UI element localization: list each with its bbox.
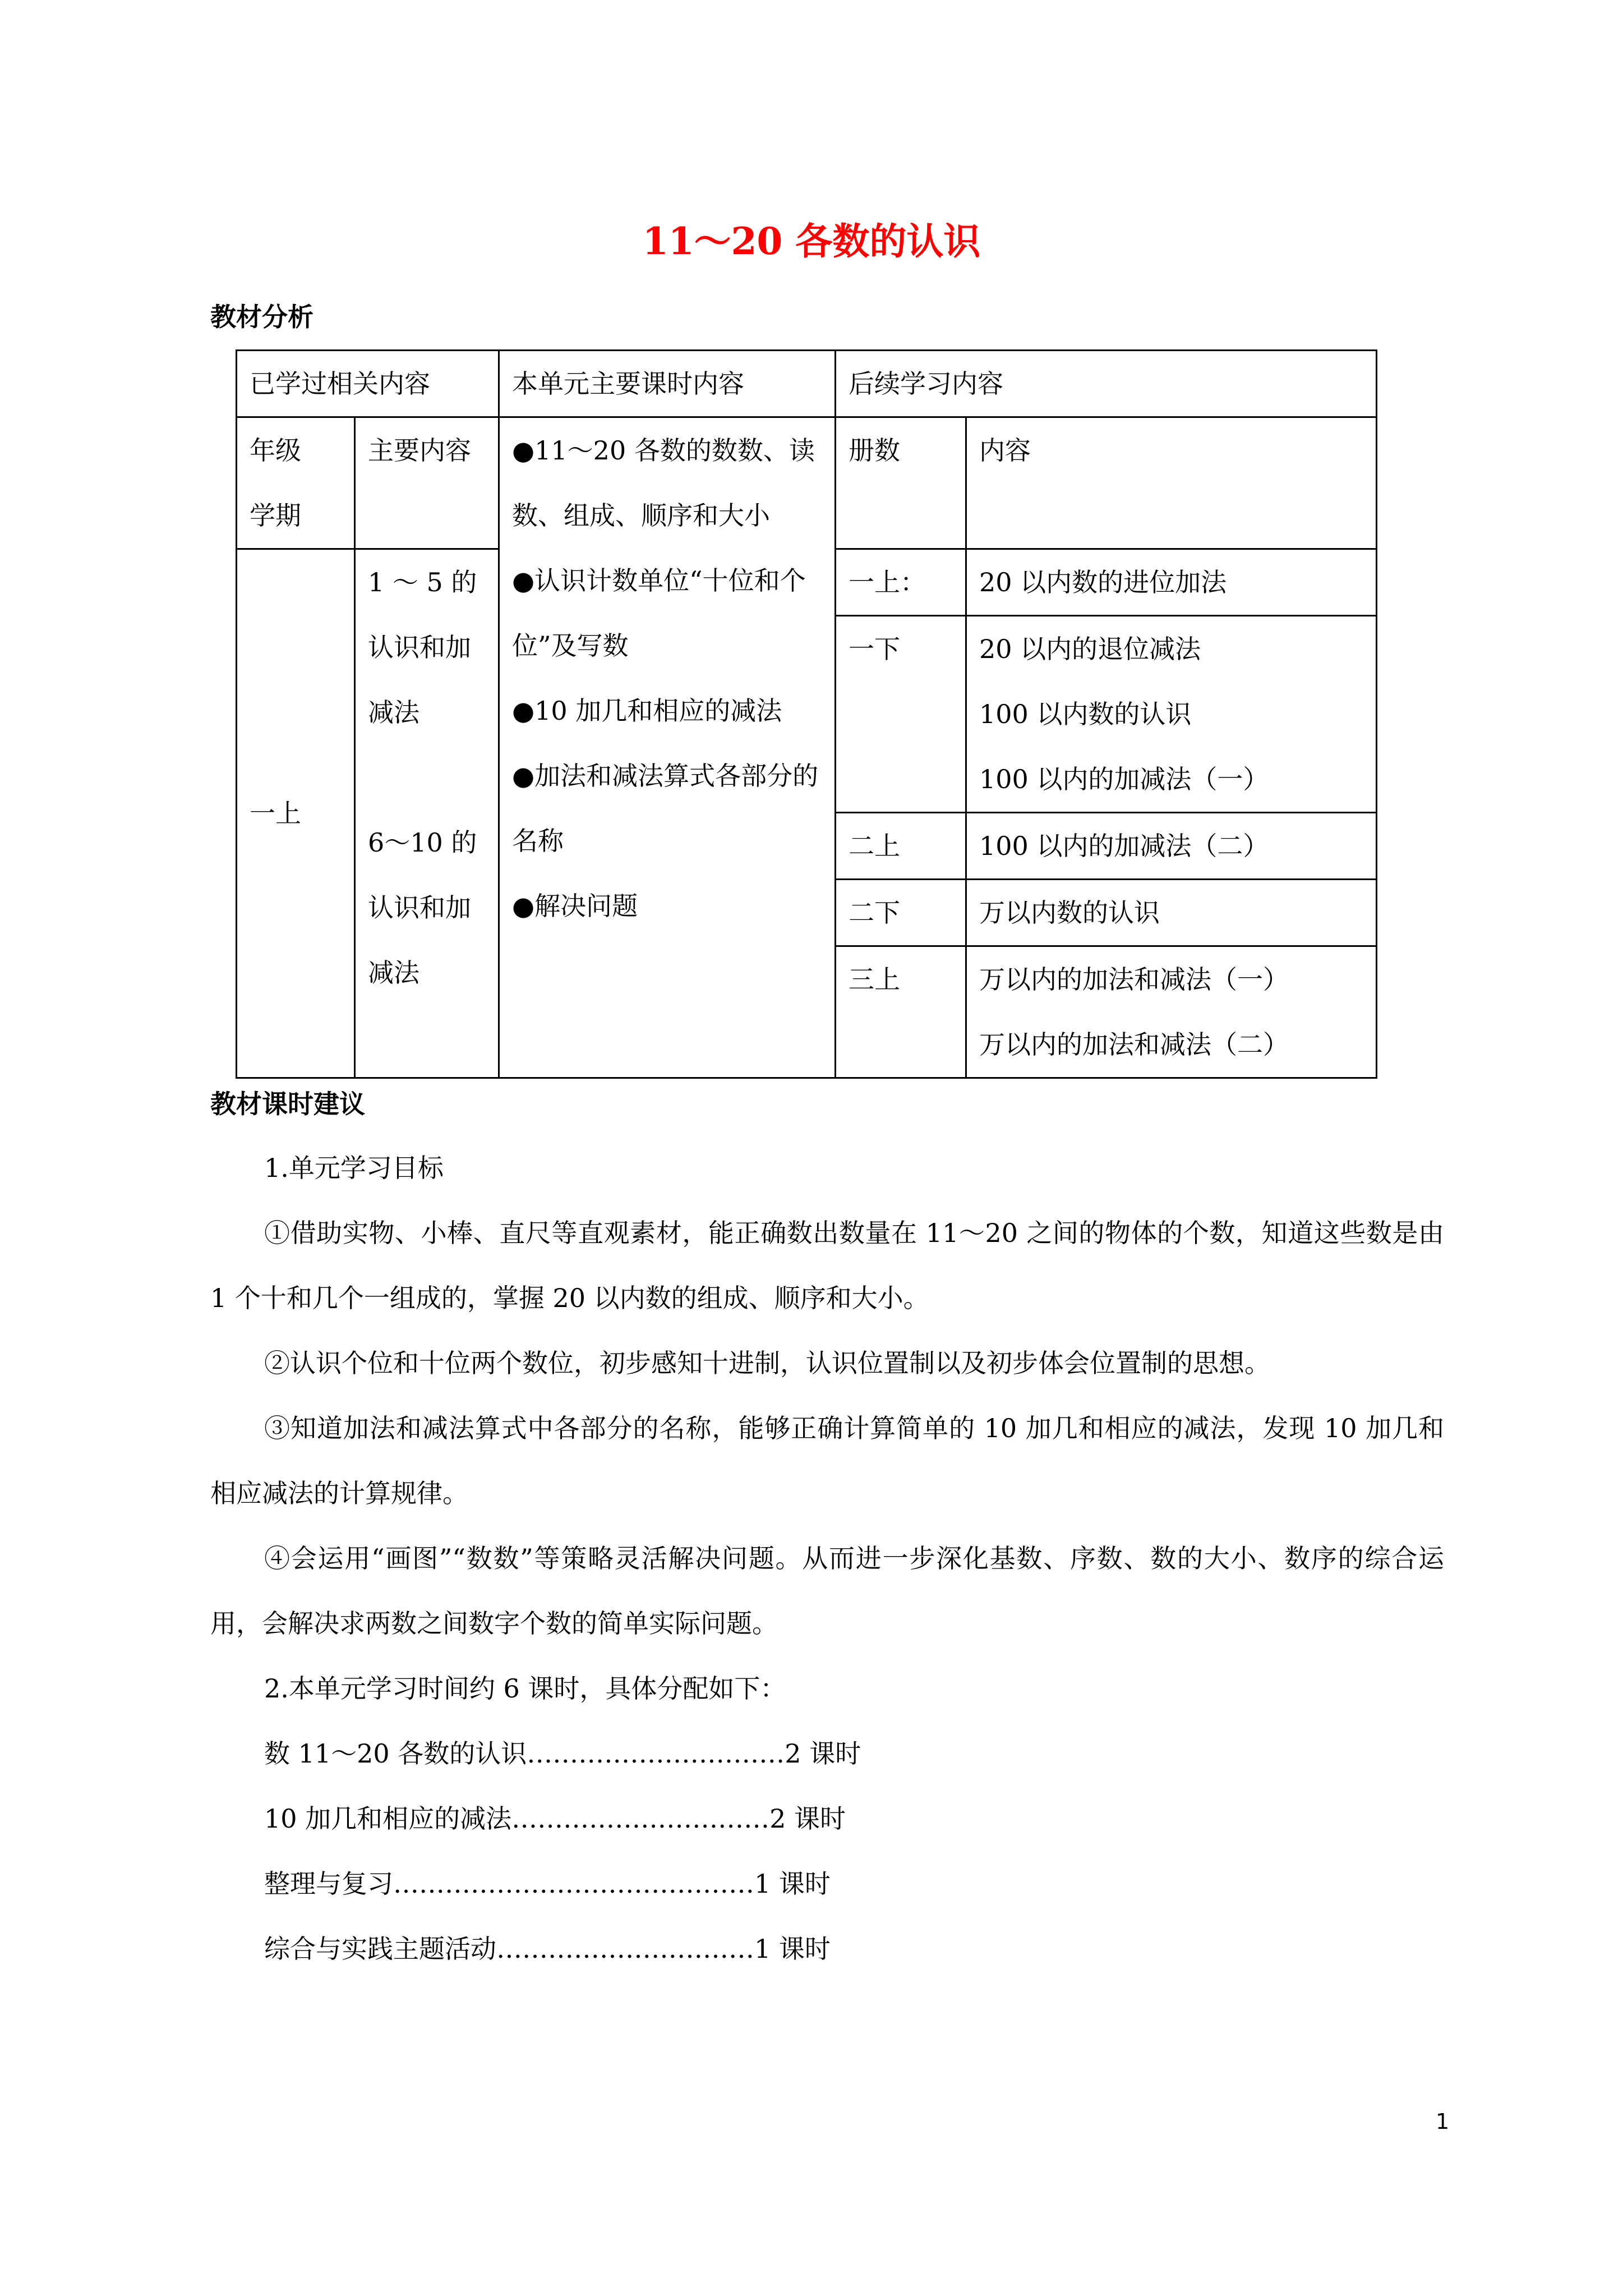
analysis-table	[236, 349, 1377, 1079]
followup-content	[966, 616, 1377, 813]
followup-line: 万以内数的认识	[979, 898, 1160, 928]
table-header-row	[237, 351, 1377, 417]
schedule-row: 10 加几和相应的减法…………………………2 课时	[264, 1803, 846, 1834]
col-content: 内容	[966, 417, 1377, 549]
schedule-row: 综合与实践主题活动…………………………1 课时	[264, 1934, 831, 1964]
goal-title: 1.单元学习目标	[264, 1153, 444, 1183]
learned-line: 减法	[368, 958, 419, 988]
unit-item: ●10 加几和相应的减法	[512, 696, 782, 726]
followup-content	[966, 946, 1377, 1078]
goal-paragraph: ④会运用“画图”“数数”等策略灵活解决问题。从而进一步深化基数、序数、数的大小、数序的综合运用，会解决求两数之间数字个数的简单实际问题。	[210, 1543, 1444, 1639]
followup-volume: 一下	[836, 616, 966, 813]
unit-item: ●解决问题	[512, 891, 638, 921]
col-volume: 册数	[836, 417, 966, 549]
col-grade-line: 学期	[250, 500, 301, 531]
learned-line: 认识和加	[368, 632, 471, 662]
header-followup: 后续学习内容	[836, 351, 1377, 417]
followup-line: 万以内的加法和减法（二）	[979, 1029, 1289, 1060]
schedule-row: 数 11～20 各数的认识…………………………2 课时	[264, 1738, 861, 1769]
learned-line: 6～10 的	[368, 827, 477, 858]
header-learned: 已学过相关内容	[237, 351, 499, 417]
header-unit: 本单元主要课时内容	[499, 351, 836, 417]
suggestion-heading: 教材课时建议	[210, 1089, 365, 1119]
learned-line: 认识和加	[368, 892, 471, 923]
col-grade	[237, 417, 355, 549]
followup-volume: 一上：	[836, 549, 966, 616]
unit-item: ●11～20 各数的数数、读数、组成、顺序和大小	[512, 435, 815, 531]
col-main-content: 主要内容	[355, 417, 499, 549]
table-subheader-row	[237, 417, 1377, 549]
followup-content	[966, 880, 1377, 946]
followup-line: 100 以内的加减法（二）	[979, 831, 1269, 861]
followup-line: 100 以内数的认识	[979, 699, 1192, 729]
learned-line: 减法	[368, 697, 419, 728]
followup-volume: 三上	[836, 946, 966, 1078]
followup-line: 100 以内的加减法（一）	[979, 764, 1269, 794]
time-title: 2.本单元学习时间约 6 课时，具体分配如下：	[264, 1673, 786, 1704]
followup-volume: 二上	[836, 813, 966, 880]
goal-paragraph: ①借助实物、小棒、直尺等直观素材，能正确数出数量在 11～20 之间的物体的个数，知道这些数是由 1 个十和几个一组成的，掌握 20 以内数的组成、顺序和大小。	[210, 1218, 1444, 1313]
followup-line: 万以内的加法和减法（一）	[979, 964, 1289, 995]
followup-content	[966, 549, 1377, 616]
learned-content	[355, 549, 499, 1078]
unit-item: ●加法和减法算式各部分的名称	[512, 761, 819, 856]
learned-grade: 一上	[237, 549, 355, 1078]
schedule-row: 整理与复习……………………………………1 课时	[264, 1869, 831, 1899]
col-grade-line: 年级	[250, 435, 301, 466]
goal-paragraph: ②认识个位和十位两个数位，初步感知十进制，认识位置制以及初步体会位置制的思想。	[264, 1348, 1270, 1378]
followup-line: 20 以内数的进位加法	[979, 567, 1227, 597]
learned-spacer	[368, 745, 486, 810]
unit-item: ●认识计数单位“十位和个位”及写数	[512, 565, 806, 661]
followup-volume: 二下	[836, 880, 966, 946]
page-number: 1	[1436, 2109, 1450, 2134]
unit-content-cell	[499, 417, 836, 1078]
page-title: 11～20 各数的认识	[642, 219, 981, 263]
goal-paragraph: ③知道加法和减法算式中各部分的名称，能够正确计算简单的 10 加几和相应的减法，发现 10 加几和相应减法的计算规律。	[210, 1413, 1444, 1508]
followup-line: 20 以内的退位减法	[979, 634, 1201, 664]
suggestion-body	[210, 1135, 1444, 1981]
analysis-heading: 教材分析	[210, 302, 313, 332]
followup-content	[966, 813, 1377, 880]
learned-line: 1 ～ 5 的	[368, 567, 477, 597]
